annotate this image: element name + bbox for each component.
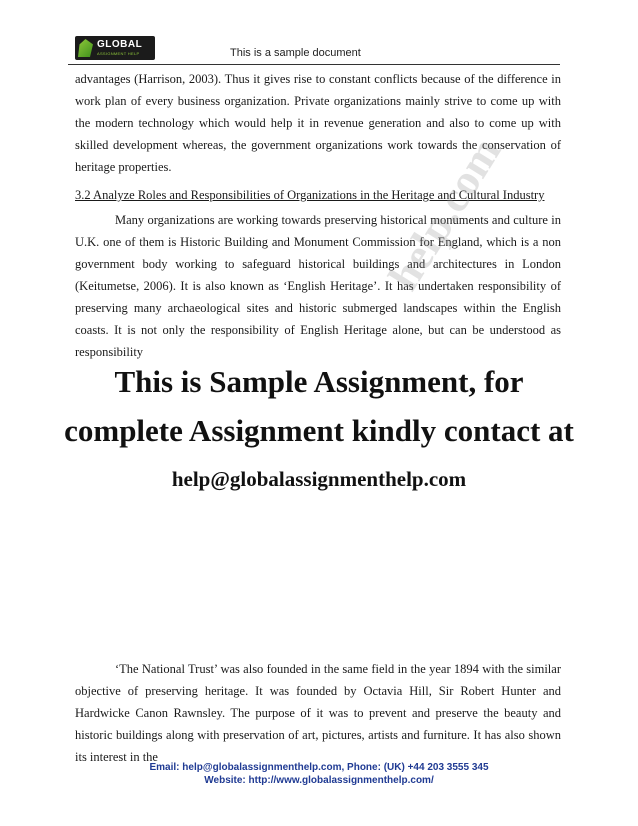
logo-text <box>97 40 142 56</box>
promo-line-1: This is Sample Assignment, for <box>114 364 524 399</box>
logo-subtitle: ASSIGNMENT HELP <box>97 51 140 56</box>
body-paragraph-3: ‘The National Trust’ was also founded in the same field in the year 1894 with the similar objective of preserving heritage. It was founded by Octavia Hill, Sir Robert Hunter and Hardwicke Canon Rawnsley. The purpose of it was to prevent and preserve the beauty and historic buildings along with preservation of art, pictures, artists and furniture. It has also shown its interest in the <box>75 662 561 764</box>
body-paragraph-1: advantages (Harrison, 2003). Thus it gives rise to constant conflicts because of the difference in work plan of every business organization. Private organizations mainly strive to come up with the modern technology which would help it in revenue generation and also to come up with skilled development whereas, the government organizations work towards the conservation of heritage properties. <box>75 72 561 174</box>
footer-website[interactable]: Website: http://www.globalassignmenthelp.com/ <box>204 775 434 786</box>
logo-name: GLOBAL <box>97 39 143 50</box>
brand-logo <box>75 36 155 60</box>
header-title: This is a sample document <box>230 47 361 59</box>
footer-contact: Email: help@globalassignmenthelp.com, Phone: (UK) +44 203 3555 345 <box>149 762 489 773</box>
header-divider <box>68 64 560 65</box>
promo-line-2: complete Assignment kindly contact at <box>64 413 574 448</box>
section-heading: 3.2 Analyze Roles and Responsibilities of Organizations in the Heritage and Cultural Industry <box>75 188 545 202</box>
leaf-icon <box>78 39 93 57</box>
promo-email[interactable]: help@globalassignmenthelp.com <box>171 467 467 491</box>
body-paragraph-2: Many organizations are working towards preserving historical monuments and culture in U.K. one of them is Historic Building and Monument Commission for England, which is a non government body working to safeguard historical buildings and architectures in London (Keitumetse, 2006). It is also known as ‘English Heritage’. It has undertaken responsibility of preserving many archaeological sites and historic submerged landscapes within the English coasts. It is not only the responsibility of English Heritage alone, but can be understood as responsibility <box>75 213 561 359</box>
watermark: help.com <box>378 128 511 299</box>
